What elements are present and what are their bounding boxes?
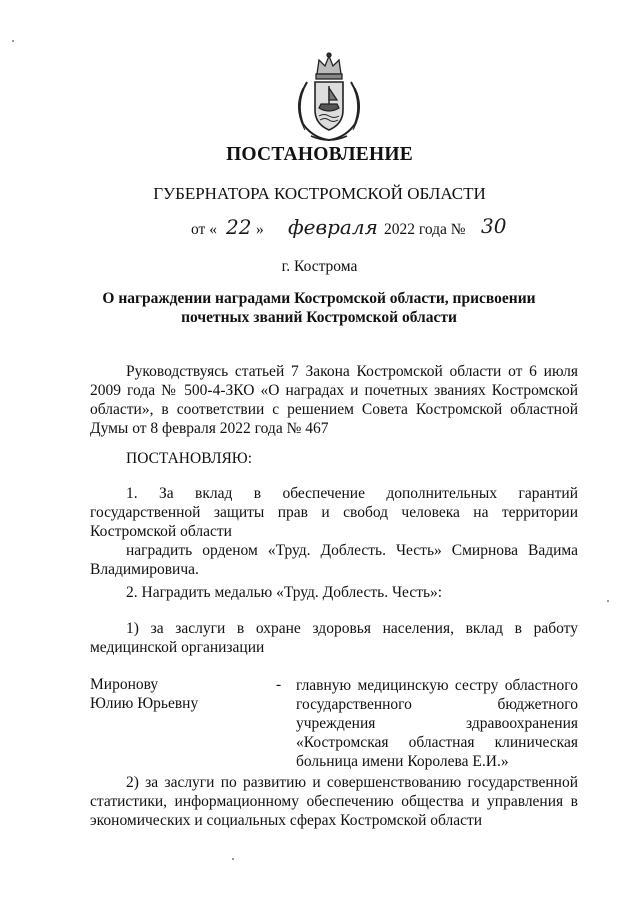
date-year-number-label: 2022 года № [384, 221, 466, 238]
date-month-handwritten: февраля [288, 215, 378, 239]
preamble-paragraph [90, 362, 578, 438]
document-subtitle: ГУБЕРНАТОРА КОСТРОМСКОЙ ОБЛАСТИ [153, 184, 486, 203]
city: г. Кострома [281, 258, 358, 275]
preamble-line: 2009 года № 500-4-ЗКО «О наградах и почетных званиях Костромской [90, 382, 578, 399]
position-line: учреждения здравоохранения [296, 715, 578, 732]
decree-word: ПОСТАНОВЛЯЮ: [126, 450, 253, 467]
item-1-award-line: наградить орденом «Труд. Доблесть. Честь» Смирнова Вадима [126, 542, 578, 559]
kostroma-coat-of-arms-icon [289, 52, 369, 144]
person-dash: - [276, 676, 282, 693]
scan-speck [12, 40, 14, 42]
person-surname: Миронову [90, 676, 159, 693]
item-2-2-line: экономических и социальных сферах Костромской области [90, 812, 483, 829]
position-line: государственного бюджетного [296, 696, 578, 713]
person-first-name: Юлию Юрьевну [90, 695, 199, 712]
position-line: больница имени Королева Е.И.» [296, 753, 509, 770]
item-2-2-paragraph [90, 773, 578, 830]
date-day-handwritten: 22 [226, 215, 252, 239]
item-1-line: Костромской области [90, 523, 232, 540]
scan-speck [607, 600, 609, 602]
position-line: «Костромская областная клиническая [296, 734, 578, 751]
position-line: главную медицинскую сестру областного [296, 677, 578, 694]
item-2-2-line: 2) за заслуги по развитию и совершенствованию государственной [126, 774, 578, 791]
preamble-line: области», в соответствии с решением Совета Костромской областной [90, 401, 578, 418]
document-heading: О награждении наградами Костромской области, присвоении почетных званий Костромской области [102, 290, 536, 326]
item-2-1-line: 1) за заслуги в охране здоровья населения, вклад в работу [126, 620, 578, 637]
date-close-quote: » [256, 221, 264, 238]
item-1-award-paragraph [90, 541, 578, 579]
item-1-line: государственной защиты прав и свобод человека на территории [90, 504, 578, 521]
document-number-handwritten: 30 [481, 214, 507, 238]
item-2-heading: 2. Наградить медалью «Труд. Доблесть. Честь»: [126, 584, 443, 601]
item-1-award-line: Владимировича. [90, 561, 199, 578]
preamble-line: Руководствуясь статьей 7 Закона Костромской области от 6 июля [126, 363, 578, 380]
scan-speck [232, 858, 234, 860]
item-1-line: 1. За вклад в обеспечение дополнительных гарантий [126, 485, 578, 502]
item-2-2-line: статистики, информационному обеспечению общества и управления в [90, 793, 578, 810]
item-2-1-paragraph [90, 619, 578, 657]
item-1-paragraph [90, 484, 578, 541]
preamble-line: Думы от 8 февраля 2022 года № 467 [90, 420, 329, 437]
date-prefix: от « [191, 221, 217, 238]
item-2-1-line: медицинской организации [90, 639, 265, 656]
person-position [296, 676, 578, 771]
document-title: ПОСТАНОВЛЕНИЕ [226, 144, 413, 165]
